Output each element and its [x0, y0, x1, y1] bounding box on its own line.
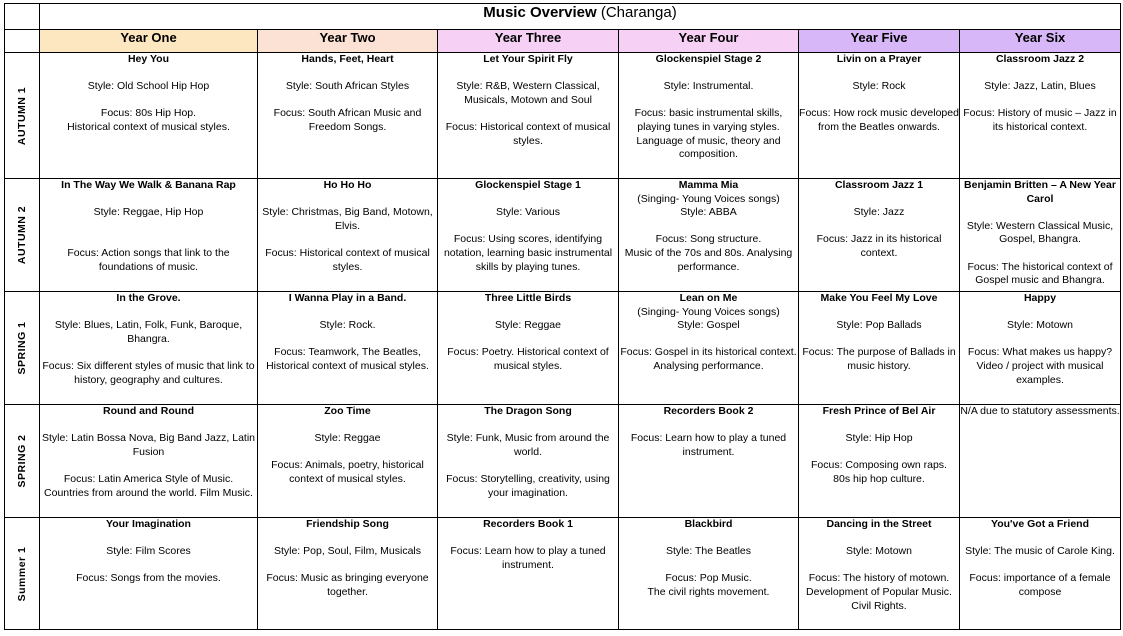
spacer [438, 220, 618, 234]
spacer [40, 193, 257, 207]
page-title [40, 4, 1121, 30]
spacer [619, 67, 798, 81]
unit-cell [438, 179, 619, 292]
spacer [799, 333, 959, 347]
spacer [799, 306, 959, 320]
unit-title: Dancing in the Street [826, 518, 932, 530]
unit-title: You've Got a Friend [991, 518, 1089, 530]
unit-cell [40, 292, 258, 405]
term-label [5, 518, 40, 630]
unit-title: Happy [1023, 292, 1057, 304]
unit-focus: Focus: What makes us happy? Video / project with musical examples. [967, 346, 1113, 386]
unit-style: Style: Funk, Music from around the world. [446, 432, 610, 458]
unit-focus: Focus: Historical context of musical styles. [265, 246, 430, 273]
spacer [40, 419, 257, 433]
title-main: Music Overview [483, 4, 597, 21]
unit-cell [619, 405, 799, 518]
spacer [438, 306, 618, 320]
unit-style: Style: Hip Hop [845, 432, 913, 445]
spacer [619, 333, 798, 347]
spacer [40, 532, 257, 546]
unit-cell [258, 53, 438, 179]
unit-focus: Focus: Songs from the movies. [76, 572, 221, 585]
spacer [258, 532, 437, 546]
unit-focus: Focus: The purpose of Ballads in music history. [802, 346, 956, 372]
unit-style: Style: Pop Ballads [836, 319, 922, 332]
unit-focus: Focus: Using scores, identifying notation, learning basic instrumental skills by playing tunes. [443, 233, 613, 273]
spacer [40, 459, 257, 473]
unit-cell [438, 292, 619, 405]
term-label-text: SPRING 1 [16, 321, 28, 375]
unit-focus [40, 233, 257, 247]
unit-cell [619, 292, 799, 405]
spacer [40, 346, 257, 360]
spacer [40, 94, 257, 108]
spacer [258, 94, 437, 108]
spacer [258, 446, 437, 460]
unit-style: Style: Rock. [319, 319, 376, 332]
unit-style: Style: The music of Carole King. [965, 545, 1115, 558]
spacer [799, 193, 959, 207]
spacer [438, 532, 618, 546]
unit-cell [438, 518, 619, 630]
term-label-text: SPRING 2 [16, 434, 28, 488]
unit-style: Style: Instrumental. [663, 80, 754, 93]
term-label [5, 405, 40, 518]
unit-title: Benjamin Britten – A New Year Carol [964, 179, 1116, 205]
unit-focus: Historical context of musical styles. [67, 120, 230, 133]
spacer [960, 306, 1120, 320]
spacer [799, 446, 959, 460]
unit-title: Fresh Prince of Bel Air [822, 405, 936, 417]
spacer [438, 67, 618, 81]
unit-title: Livin on a Prayer [836, 53, 922, 65]
unit-title: Let Your Spirit Fly [483, 53, 573, 65]
spacer [258, 67, 437, 81]
unit-cell [799, 292, 960, 405]
spacer [619, 532, 798, 546]
unit-title: Lean on Me [679, 292, 738, 304]
unit-title: Round and Round [103, 405, 194, 417]
unit-focus: Focus: importance of a female compose [969, 572, 1111, 598]
unit-focus: Focus: Latin America Style of Music. Countries from around the world. Film Music. [44, 472, 253, 499]
unit-focus: Language of music, theory and composition. [636, 134, 781, 161]
unit-style: Style: R&B, Western Classical, Musicals, Motown and Soul [456, 80, 600, 106]
year-header: Year Five [799, 30, 960, 53]
unit-style: Style: Gospel [677, 319, 740, 332]
unit-style: Focus: Learn how to play a tuned instrument. [630, 432, 787, 458]
unit-focus: Focus: Song structure. [655, 233, 762, 246]
unit-cell [258, 405, 438, 518]
spacer [960, 67, 1120, 81]
spacer [438, 107, 618, 121]
title-sub: (Charanga) [600, 4, 677, 21]
spacer [960, 206, 1120, 220]
spacer [799, 419, 959, 433]
unit-focus: Focus: Composing own raps. [811, 459, 947, 472]
unit-title: Hey You [127, 53, 170, 65]
term-row [5, 518, 1121, 630]
spacer [960, 559, 1120, 573]
unit-title: Glockenspiel Stage 1 [475, 179, 581, 191]
year-header-row [5, 30, 1121, 53]
title-row [5, 4, 1121, 30]
unit-title: Ho Ho Ho [323, 179, 372, 191]
unit-title: Make You Feel My Love [820, 292, 938, 304]
unit-focus: Focus: The historical context of Gospel music and Bhangra. [967, 260, 1113, 287]
unit-cell [960, 53, 1121, 179]
spacer [40, 220, 257, 234]
spacer [799, 220, 959, 234]
unit-focus: Focus: Gospel in its historical context. [620, 346, 797, 359]
unit-style: Style: Blues, Latin, Folk, Funk, Baroque, Bhangra. [54, 319, 243, 345]
unit-focus: Focus: 80s Hip Hop. [100, 107, 197, 120]
term-row [5, 179, 1121, 292]
unit-style: Style: ABBA [680, 206, 737, 219]
unit-focus: Focus: Six different styles of music that link to history, geography and cultures. [42, 359, 255, 386]
unit-style: Style: Motown [1007, 319, 1073, 332]
spacer [258, 233, 437, 247]
unit-style: Style: Various [496, 206, 560, 219]
unit-style: Style: Latin Bossa Nova, Big Band Jazz, Latin Fusion [41, 432, 256, 458]
unit-cell [40, 53, 258, 179]
spacer [438, 419, 618, 433]
unit-focus: The civil rights movement. [647, 585, 770, 598]
unit-title: Zoo Time [324, 405, 371, 417]
unit-focus: Focus: Historical context of musical styles. [445, 120, 611, 147]
unit-focus: Focus: The history of motown. Development of Popular Music. Civil Rights. [806, 572, 952, 612]
unit-subtitle: (Singing- Young Voices songs) [637, 305, 780, 318]
year-header: Year Four [619, 30, 799, 53]
term-label-text: AUTUMN 2 [16, 205, 28, 265]
spacer [258, 306, 437, 320]
year-header: Year One [40, 30, 258, 53]
spacer [40, 306, 257, 320]
unit-style: Style: Motown [846, 545, 912, 558]
spacer [960, 333, 1120, 347]
unit-cell [258, 518, 438, 630]
unit-cell [438, 405, 619, 518]
unit-style: Style: Western Classical Music, Gospel, Bhangra. [966, 219, 1114, 246]
unit-style: Style: Rock [852, 80, 906, 93]
year-header: Year Six [960, 30, 1121, 53]
unit-title: Hands, Feet, Heart [301, 53, 394, 65]
unit-focus: Focus: Storytelling, creativity, using your imagination. [446, 472, 610, 499]
unit-focus: Music of the 70s and 80s. Analysing performance. [624, 246, 793, 273]
unit-style: Style: Reggae, Hip Hop [93, 206, 204, 219]
unit-cell [619, 518, 799, 630]
unit-cell [799, 179, 960, 292]
unit-title: Three Little Birds [484, 292, 572, 304]
term-label-text: Summer 1 [16, 546, 28, 601]
unit-focus: Focus: Pop Music. [665, 572, 752, 585]
spacer [799, 67, 959, 81]
spacer [40, 559, 257, 573]
unit-focus: Focus: History of music – Jazz in its historical context. [963, 107, 1117, 133]
year-header: Year Two [258, 30, 438, 53]
unit-style: Style: Reggae [495, 319, 561, 332]
spacer [438, 333, 618, 347]
corner-cell [5, 4, 40, 30]
unit-style: Style: South African Styles [285, 80, 410, 93]
unit-style: Style: Jazz [853, 206, 905, 219]
unit-title: The Dragon Song [484, 405, 572, 417]
music-overview-table [4, 3, 1121, 630]
spacer [438, 459, 618, 473]
unit-focus: Focus: Action songs that link to the foundations of music. [67, 246, 230, 273]
unit-title: Your Imagination [106, 518, 191, 530]
unit-style: Style: Christmas, Big Band, Motown, Elvis. [262, 206, 433, 232]
unit-title: Friendship Song [306, 518, 389, 530]
spacer [799, 559, 959, 573]
unit-style: Focus: Learn how to play a tuned instrument. [450, 545, 606, 571]
year-header: Year Three [438, 30, 619, 53]
spacer [799, 532, 959, 546]
unit-cell [438, 53, 619, 179]
unit-focus: Analysing performance. [653, 359, 764, 372]
unit-title: I Wanna Play in a Band. [288, 292, 407, 304]
unit-title: Blackbird [684, 518, 733, 530]
spacer [619, 559, 798, 573]
unit-focus: Focus: How rock music developed from the Beatles onwards. [799, 107, 959, 133]
spacer [960, 532, 1120, 546]
unit-cell [40, 518, 258, 630]
unit-style: Style: Reggae [314, 432, 381, 445]
unit-focus: Focus: Jazz in its historical context. [816, 233, 942, 259]
spacer [960, 94, 1120, 108]
unit-style: Style: Old School Hip Hop [87, 80, 210, 93]
unit-style: Style: Film Scores [106, 545, 191, 558]
unit-focus: Focus: Music as bringing everyone together. [266, 572, 429, 598]
term-row [5, 405, 1121, 518]
unit-focus: Focus: South African Music and Freedom Songs. [273, 107, 422, 133]
unit-cell [40, 405, 258, 518]
unit-cell [960, 292, 1121, 405]
unit-cell [799, 53, 960, 179]
spacer [960, 247, 1120, 261]
unit-cell [799, 405, 960, 518]
spacer [258, 333, 437, 347]
spacer [438, 193, 618, 207]
spacer [258, 193, 437, 207]
unit-cell [960, 518, 1121, 630]
unit-title: Recorders Book 2 [663, 405, 754, 417]
unit-cell [960, 405, 1121, 518]
spacer [619, 419, 798, 433]
unit-title: Classroom Jazz 2 [995, 53, 1085, 65]
unit-cell [799, 518, 960, 630]
unit-title: Glockenspiel Stage 2 [655, 53, 762, 65]
spacer [619, 220, 798, 234]
unit-title: In the Grove. [116, 292, 181, 304]
unit-style: N/A due to statutory assessments. [960, 405, 1120, 417]
term-label [5, 53, 40, 179]
spacer [40, 67, 257, 81]
unit-focus: Focus: Poetry. Historical context of musical styles. [447, 346, 609, 372]
term-label [5, 292, 40, 405]
term-row [5, 292, 1121, 405]
unit-style: Style: The Beatles [665, 545, 752, 558]
unit-title: Mamma Mia [678, 179, 739, 191]
unit-cell [258, 292, 438, 405]
unit-cell [619, 179, 799, 292]
term-row [5, 53, 1121, 179]
unit-title: Recorders Book 1 [483, 518, 573, 530]
unit-focus: 80s hip hop culture. [833, 472, 925, 485]
unit-focus: Focus: Animals, poetry, historical context of musical styles. [271, 459, 424, 485]
spacer [799, 94, 959, 108]
spacer [258, 559, 437, 573]
spacer [619, 94, 798, 108]
header-corner [5, 30, 40, 53]
unit-style: Style: Pop, Soul, Film, Musicals [273, 545, 422, 558]
spacer [258, 419, 437, 433]
unit-subtitle: (Singing- Young Voices songs) [637, 192, 780, 205]
term-label-text: AUTUMN 1 [16, 86, 28, 145]
unit-title: In The Way We Walk & Banana Rap [61, 179, 236, 191]
unit-focus: Focus: basic instrumental skills, playing tunes in varying styles. [634, 107, 783, 133]
unit-title: Classroom Jazz 1 [834, 179, 924, 191]
unit-cell [40, 179, 258, 292]
unit-cell [960, 179, 1121, 292]
unit-cell [258, 179, 438, 292]
unit-focus: Focus: Teamwork, The Beatles, Historical context of musical styles. [266, 346, 429, 372]
unit-cell [619, 53, 799, 179]
unit-style: Style: Jazz, Latin, Blues [984, 80, 1096, 93]
term-label [5, 179, 40, 292]
